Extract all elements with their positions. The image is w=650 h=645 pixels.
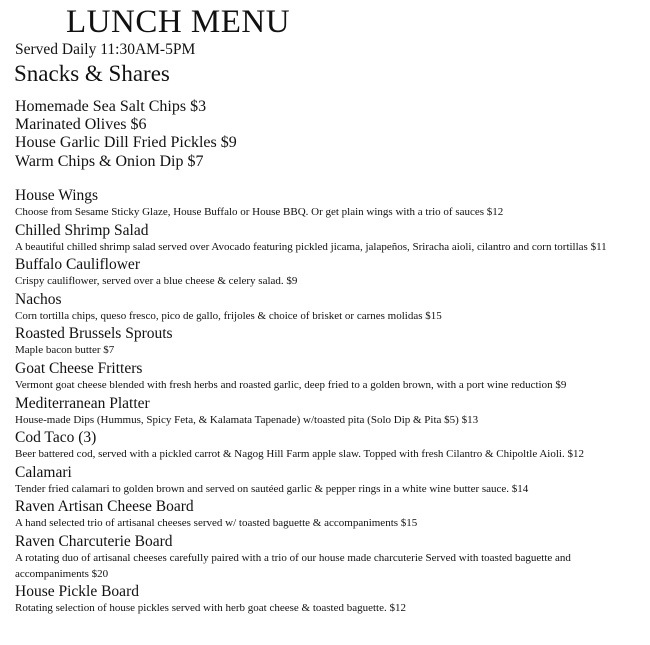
item-description: Maple bacon butter $7 <box>15 344 115 357</box>
menu-item <box>15 428 643 463</box>
menu-item <box>15 221 643 256</box>
snack-item: Warm Chips & Onion Dip $7 <box>15 152 204 170</box>
snack-item: Marinated Olives $6 <box>15 116 147 134</box>
item-description: Choose from Sesame Sticky Glaze, House Buffalo or House BBQ. Or get plain wings with a trio of sauces $12 <box>15 206 504 218</box>
menu-item <box>15 186 643 221</box>
item-name: House Pickle Board <box>15 583 139 601</box>
item-description: A beautiful chilled shrimp salad served over Avocado featuring pickled jicama, jalapeños, Sriracha aioli, cilantro and corn tortillas $11 <box>15 240 607 253</box>
snack-item: Homemade Sea Salt Chips $3 <box>15 98 207 115</box>
section-title: Snacks & Shares <box>14 61 170 86</box>
item-description: A rotating duo of artisanal cheeses carefully paired with a trio of our house made charcuterie Served with toasted baguette and accompaniments $20 <box>15 551 571 580</box>
menu-items <box>15 186 643 617</box>
item-name: Raven Charcuterie Board <box>15 532 173 550</box>
served-hours: Served Daily 11:30AM-5PM <box>15 41 196 58</box>
item-name: Cod Taco (3) <box>15 429 97 447</box>
menu-item <box>15 394 643 429</box>
menu-item <box>15 463 643 498</box>
menu-item <box>15 497 643 532</box>
snacks-list <box>15 98 237 171</box>
menu-item <box>15 359 643 394</box>
item-description: Tender fried calamari to golden brown and served on sautéed garlic & pepper rings in a white wine butter sauce. $14 <box>15 482 529 495</box>
item-name: Calamari <box>15 463 72 481</box>
item-description: Corn tortilla chips, queso fresco, pico de gallo, frijoles & choice of brisket or carnes molidas $15 <box>15 309 442 322</box>
item-name: Chilled Shrimp Salad <box>15 221 149 239</box>
menu-item <box>15 582 643 617</box>
item-description: Vermont goat cheese blended with fresh herbs and roasted garlic, deep fried to a golden brown, with a port wine reduction $9 <box>15 378 567 391</box>
item-name: Nachos <box>15 290 62 308</box>
menu-item <box>15 532 643 582</box>
item-name: Mediterranean Platter <box>15 394 150 412</box>
menu-item <box>15 255 643 290</box>
item-description: Crispy cauliflower, served over a blue cheese & celery salad. $9 <box>15 275 298 288</box>
snack-item: House Garlic Dill Fried Pickles $9 <box>15 134 237 152</box>
item-name: House Wings <box>15 187 99 204</box>
item-description: A hand selected trio of artisanal cheeses served w/ toasted baguette & accompaniments $15 <box>15 517 418 530</box>
menu-item <box>15 324 643 359</box>
menu-item <box>15 290 643 325</box>
menu-title: LUNCH MENU <box>66 4 291 40</box>
item-name: Roasted Brussels Sprouts <box>15 325 173 343</box>
item-name: Goat Cheese Fritters <box>15 359 143 377</box>
item-description: Beer battered cod, served with a pickled carrot & Nagog Hill Farm apple slaw. Topped with fresh Cilantro & Chipoltle Aioli. $12 <box>15 448 584 461</box>
item-name: Raven Artisan Cheese Board <box>15 498 194 516</box>
item-description: House-made Dips (Hummus, Spicy Feta, & Kalamata Tapenade) w/toasted pita (Solo Dip & Pita $5) $13 <box>15 413 479 426</box>
item-description: Rotating selection of house pickles served with herb goat cheese & toasted baguette. $12 <box>15 602 406 615</box>
item-name: Buffalo Cauliflower <box>15 256 140 274</box>
